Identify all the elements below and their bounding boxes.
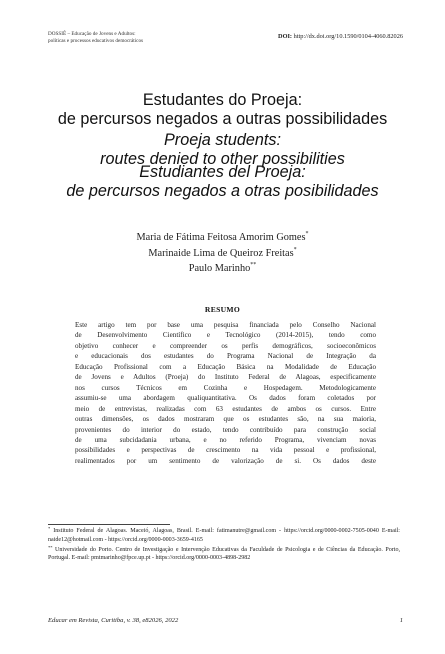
author [0, 230, 445, 246]
author-footnote-mark[interactable]: * [305, 231, 309, 237]
footnote-2 [48, 546, 400, 564]
title-en-line2: routes denied to other possibilities [100, 150, 345, 168]
author [0, 246, 445, 262]
abstract-line: Educação Profissional com a Educação Básica na Modalidade de Educação [75, 362, 376, 371]
title-en-line1: Proeja students: [164, 131, 281, 149]
author-name: Marinaide Lima de Queiroz Freitas [148, 247, 294, 259]
journal-citation: Educar em Revista, Curitiba, v. 38, e82026, 2022 [48, 617, 179, 624]
abstract-line: provenientes do interior do estado, tendo contribuído para construção social [75, 425, 376, 434]
author-name: Maria de Fátima Feitosa Amorim Gomes [136, 232, 306, 243]
page-number: 1 [399, 617, 403, 624]
section-header-line1: DOSSIÊ – Educação de Jovens e Adultos: [48, 31, 136, 37]
title-es-line1: Estudiantes del Proeja: [139, 163, 306, 181]
section-header [48, 31, 248, 45]
abstract-line: realimentados por um sentimento de valorização de si. Os dados deste [75, 456, 376, 465]
abstract-line: nos cursos Técnicos em Cozinha e Hospedagem. Metodologicamente [75, 383, 376, 392]
abstract-heading: RESUMO [204, 305, 241, 314]
doi-link[interactable]: http://dx.doi.org/10.1590/0104-4060.82026 [293, 33, 403, 40]
abstract-line: de Jovens e Adultos (Proeja) do Instituto Federal de Alagoas, especificamente [75, 373, 376, 382]
abstract-line: e educacionais dos estudantes do Programa Nacional de Integração da [75, 352, 376, 361]
abstract-line: de Desenvolvimento Científico e Tecnológico (2014-2015), tendo como [75, 331, 376, 340]
doi-label: DOI: [278, 33, 293, 40]
title-spanish [0, 163, 445, 201]
abstract-line: de uma subcidadania urbana, e no referido Programa, vivenciam novas [75, 435, 376, 444]
footnote-mark: ** [48, 544, 53, 550]
footnotes [48, 527, 400, 564]
author-footnote-mark[interactable]: ** [250, 262, 257, 269]
abstract-body [75, 320, 376, 466]
footnote-text: Universidade do Porto. Centro de Investigação e Intervenção Educativas da Faculdade de Psicologia e de Ciências da Educação. Porto, Portugal. E-mail: pmtmarinho@fpce.up.pt - https://orcid.org/0000-0003-4898-2982 [48, 546, 401, 562]
title-pt-line2: de percursos negados a outras possibilidades [57, 110, 388, 128]
footnote-divider [48, 524, 170, 525]
title-pt-line1: Estudantes do Proeja: [142, 91, 303, 109]
author-list [0, 230, 445, 277]
abstract-line: meio de entrevistas, realizadas com 63 estudantes de ambos os cursos. Entre [75, 404, 376, 413]
doi-header [278, 33, 403, 40]
footnote-mark: * [48, 526, 51, 531]
author-footnote-mark[interactable]: * [293, 246, 297, 253]
abstract-line: outras dimensões, os dados mostraram que os estudantes são, na sua maioria, [75, 415, 376, 424]
footnote-1 [48, 527, 400, 545]
section-header-line2: políticas e processos educativos democráticos [48, 38, 144, 45]
title-portuguese [0, 91, 445, 129]
abstract-line: assumiu-se uma abordagem qualiquantitativa. Os dados foram coletados por [75, 394, 376, 403]
title-es-line2: de percursos negados a otras posibilidades [66, 182, 379, 200]
abstract-line: possibilidades e perspectivas de crescimento na vida pessoal e profissional, [75, 446, 376, 455]
author [0, 261, 445, 277]
footnote-text: Instituto Federal de Alagoas. Maceió, Alagoas, Brasil. E-mail: fatimanutre@gmail.com - https://orcid.org/0000-0002-7505-0040 E-mail: naide12@hotmail.com - https://orcid.org/0000-0003-3659-4165 [48, 528, 400, 543]
author-name: Paulo Marinho [188, 263, 251, 275]
abstract-line: objetivo conhecer e compreender os perfis demográficos, socioeconômicos [75, 341, 376, 350]
abstract-line: Este artigo tem por base uma pesquisa financiada pelo Conselho Nacional [75, 321, 376, 329]
